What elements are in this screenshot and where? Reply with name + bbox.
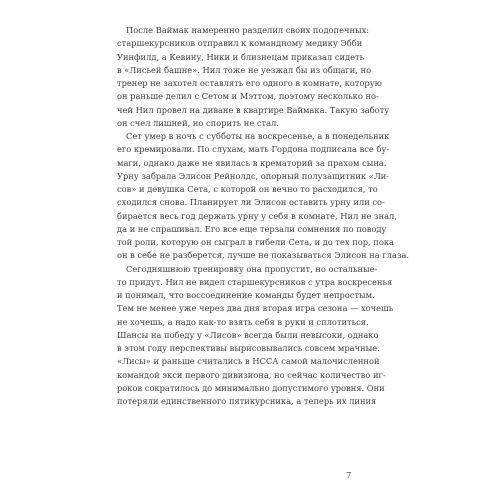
text-line: в этом году перспективы вырисовывались совсем мрачные. (117, 343, 380, 353)
text-line: в «Лисьей башне». Нил тоже не уезжал бы из общаги, но (117, 64, 372, 75)
text-line: не хочешь, а надо как-то взять себя в руки и сплотиться. (117, 316, 369, 327)
text-line: Шансы на победу у «Лисов» всегда были невысоки, однако (117, 329, 379, 340)
text-line: он раньше делил с Сетом и Мэттом, поэтому несколько но- (117, 91, 379, 102)
body-text (117, 24, 410, 408)
text-line: Тем не менее уже через два дня вторая игра сезона — хочешь (117, 303, 394, 314)
paragraph (117, 130, 410, 263)
text-line: чей Нил провел на диване в квартире Ваймака. Такую заботу (117, 104, 390, 115)
text-line: то придут. Нил не видел старшекурсников с утра воскресенья (117, 276, 393, 287)
text-line: сходился снова. Планирует ли Элисон оставить урну или со- (117, 197, 385, 208)
text-line: После Ваймак намеренно разделил своих подопечных: (126, 25, 370, 35)
text-line: старшекурсников отправил к командному медику Эбби (117, 38, 363, 49)
text-line: Сет умер в ночь с субботы на воскресенье, а в понедельник (126, 131, 390, 141)
text-line: Сегодняшнюю тренировку она пропустит, но остальные- (126, 263, 378, 274)
text-line: он счел лишней, но спорить не стал. (117, 117, 279, 128)
text-line: «Лисы» и раньше считались в НССА самой малочисленной (117, 356, 380, 367)
text-line: командой экси первого дивизиона, но сейчас количество иг- (117, 369, 386, 380)
text-line: бирается весь год держать урну у себя в комнате, Нил не знал, (117, 210, 397, 221)
text-line: маги, однако даже не явилась в крематорий за прахом сына. (117, 157, 387, 168)
text-line: той роли, которую он сыграл в гибели Сета, и до тех пор, пока (117, 237, 394, 247)
text-line: да и не спрашивал. Его все еще терзали сомнения по поводу (117, 223, 387, 234)
text-line: тренер не захотел оставлять его одного в комнате, которую (117, 78, 382, 88)
text-line: он в себе не разберется, лучше не показываться Элисон на глаза. (117, 250, 410, 261)
text-line: и понимал, что воссоединение команды будет непростым. (117, 290, 375, 300)
paragraph (117, 24, 390, 130)
page-number: 7 (346, 471, 352, 481)
text-line: сов» и девушка Сета, с которой он вечно то расходился, то (117, 184, 378, 194)
text-line: его кремировали. По слухам, мать Гордона подписала все бу- (117, 144, 390, 155)
text-line: Уинфилд, а Кевину, Ники и близнецам приказал сидеть (117, 51, 365, 62)
paragraph (117, 263, 394, 409)
text-line: Урну забрала Элисон Рейнолдс, опорный полузащитник «Ли- (117, 170, 390, 181)
text-line: потеряли единственного пятикурсника, а теперь их линия (117, 396, 377, 406)
text-line: роков сократилось до минимально допустимого уровня. Они (117, 382, 385, 393)
